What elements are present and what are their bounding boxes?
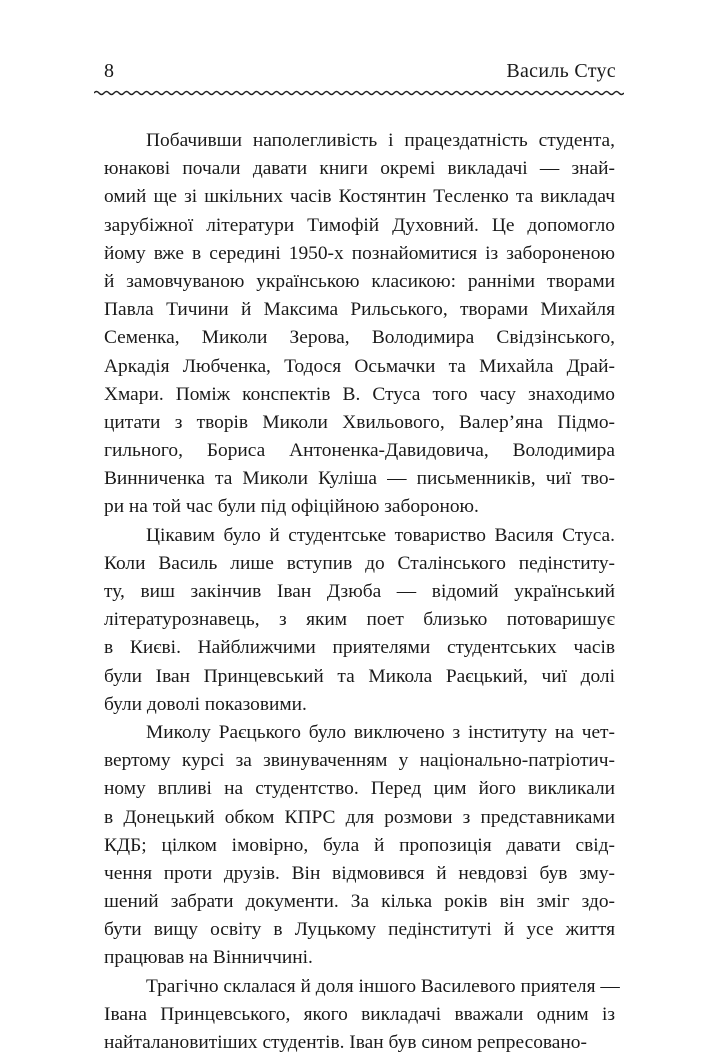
wavy-divider	[94, 88, 624, 98]
text-line: шений забрати документи. За кілька років він зміг здо-	[104, 891, 615, 913]
text-line: в Донецький обком КПРС для розмови з представниками	[104, 806, 615, 828]
text-line: вертому курсі за звинуваченням у національно-патріотич-	[104, 750, 615, 772]
text-line: ту, виш закінчив Іван Дзюба — відомий український	[104, 581, 615, 602]
text-line: Хмари. Поміж конспектів В. Стуса того часу знаходимо	[104, 383, 615, 405]
text-line: найталановитіших студентів. Іван був сином репресовано-	[104, 1032, 587, 1053]
page-number: 8	[104, 60, 114, 82]
text-line: омий ще зі шкільних часів Костянтин Тесленко та викладач	[104, 186, 615, 208]
text-line: літературознавець, з яким поет близько потоваришує	[104, 609, 615, 631]
text-line: гильного, Бориса Антоненка-Давидовича, Володимира	[104, 440, 615, 462]
text-line: були Іван Принцевський та Микола Раєцький, чиї долі	[104, 665, 615, 687]
text-line: працював на Вінниччині.	[104, 947, 313, 969]
text-line: Коли Василь лише вступив до Сталінського педінститу-	[104, 552, 615, 574]
page-header	[104, 60, 616, 86]
text-line: Аркадія Любченка, Тодося Осьмачки та Михайла Драй-	[104, 355, 615, 377]
text-line: йому вже в середині 1950-х познайомитися із забороненою	[104, 242, 615, 264]
text-line: Миколу Раєцького було виключено з інституту на чет-	[146, 721, 615, 743]
text-line: Цікавим було й студентське товариство Василя Стуса.	[146, 524, 615, 546]
text-line: ри на той час були під офіційною забороною.	[104, 496, 479, 518]
text-line: були доволі показовими.	[104, 693, 307, 715]
text-line: й замовчуваною українською класикою: ранніми творами	[104, 270, 615, 292]
text-line: Івана Принцевського, якого викладачі вважали одним із	[104, 1003, 615, 1025]
text-line: в Києві. Найближчими приятелями студентських часів	[104, 637, 615, 659]
text-line: цитати з творів Миколи Хвильового, Валер’яна Підмо-	[104, 411, 615, 433]
text-line: Винниченка та Миколи Куліша — письменників, чиї тво-	[104, 468, 615, 490]
text-line: Побачивши наполегливість і працездатність студента,	[146, 130, 615, 151]
text-line: Павла Тичини й Максима Рильського, творами Михайля	[104, 299, 615, 321]
text-line: ному впливі на студентство. Перед цим його викликали	[104, 778, 615, 800]
text-line: Семенка, Миколи Зерова, Володимира Свідзінського,	[104, 327, 615, 349]
text-line: чення проти друзів. Він відмовився й невдовзі був зму-	[104, 862, 615, 884]
text-line: бути вищу освіту в Луцькому педінституті й усе життя	[104, 919, 615, 941]
text-line: юнакові почали давати книги окремі викладачі — знай-	[104, 158, 615, 180]
text-line: Трагічно склалася й доля іншого Василевого приятеля —	[146, 975, 620, 997]
body-text	[104, 127, 620, 1057]
text-line: зарубіжної літератури Тимофій Духовний. Це допомогло	[104, 214, 615, 236]
text-line: КДБ; цілком імовірно, була й пропозиція давати свід-	[104, 834, 615, 856]
running-head: Василь Стус	[506, 60, 616, 82]
